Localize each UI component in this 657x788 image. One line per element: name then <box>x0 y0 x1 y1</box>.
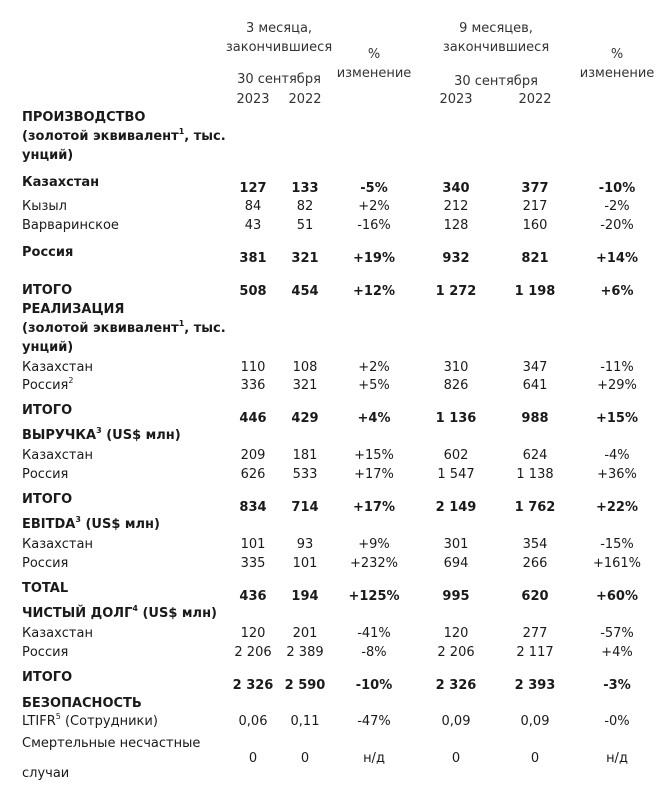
table-cell: +9% <box>358 537 390 552</box>
table-cell: 51 <box>296 218 314 233</box>
table-cell: 1 762 <box>514 500 556 515</box>
table-cell: -57% <box>600 626 634 641</box>
section-sales-subtitle: (золотой эквивалент$^1$, тыс. <box>22 319 226 336</box>
table-cell: 2 149 <box>435 500 477 515</box>
table-cell: 0 <box>248 751 258 766</box>
row-label: ИТОГО <box>22 492 73 507</box>
table-cell: 2 326 <box>435 678 477 693</box>
table-cell: -8% <box>361 645 387 660</box>
table-cell: 181 <box>292 448 318 463</box>
table-cell: 694 <box>443 556 469 571</box>
table-cell: -11% <box>600 360 634 375</box>
row-label: Казахстан <box>22 360 93 375</box>
table-cell: 101 <box>292 556 318 571</box>
table-cell: 0,11 <box>290 714 320 729</box>
table-cell: 2 206 <box>437 645 475 660</box>
table-cell: 110 <box>240 360 266 375</box>
table-cell: +125% <box>348 589 400 604</box>
table-cell: 454 <box>291 284 319 299</box>
table-cell: 0,09 <box>441 714 471 729</box>
row-label: Россия <box>22 556 69 571</box>
table-cell: 1 272 <box>435 284 477 299</box>
header-pct1-label: изменение <box>336 66 412 81</box>
table-cell: +36% <box>597 467 637 482</box>
table-cell: 429 <box>291 411 319 426</box>
table-cell: +161% <box>592 556 642 571</box>
row-label: ИТОГО <box>22 670 73 685</box>
table-cell: 2 326 <box>232 678 274 693</box>
table-cell: 0 <box>300 751 310 766</box>
table-cell: 0 <box>451 751 461 766</box>
table-cell: +4% <box>357 411 391 426</box>
header-pct2-symbol: % <box>610 47 624 62</box>
table-cell: 0 <box>530 751 540 766</box>
table-cell: 2 117 <box>516 645 554 660</box>
header-9m-line1: 9 месяцев, <box>459 21 533 36</box>
table-cell: 620 <box>521 589 549 604</box>
table-cell: 2 206 <box>234 645 272 660</box>
table-cell: 602 <box>443 448 469 463</box>
table-cell: -5% <box>360 181 388 196</box>
table-cell: 821 <box>521 251 549 266</box>
row-label: LTIFR$^5$ (Сотрудники) <box>22 712 158 729</box>
header-q3-line2: закончившиеся <box>225 40 333 55</box>
table-cell: -16% <box>357 218 391 233</box>
table-cell: 932 <box>442 251 470 266</box>
table-cell: +15% <box>595 411 639 426</box>
table-cell: -2% <box>604 199 630 214</box>
row-label: Кызыл <box>22 199 67 214</box>
table-cell: 826 <box>443 378 469 393</box>
header-9m-line2: закончившиеся <box>442 40 550 55</box>
table-cell: 377 <box>521 181 549 196</box>
table-cell: +5% <box>358 378 390 393</box>
table-cell: 301 <box>443 537 469 552</box>
header-9m-year-2022: 2022 <box>518 92 552 107</box>
row-label-cont: случаи <box>22 766 70 781</box>
table-cell: -4% <box>604 448 630 463</box>
table-cell: -3% <box>603 678 631 693</box>
table-cell: 321 <box>292 378 318 393</box>
header-9m-year-2023: 2023 <box>439 92 473 107</box>
table-cell: 1 138 <box>516 467 554 482</box>
table-cell: 335 <box>240 556 266 571</box>
header-pct1-symbol: % <box>367 47 381 62</box>
table-cell: 82 <box>296 199 314 214</box>
table-cell: +19% <box>352 251 396 266</box>
table-cell: 127 <box>239 181 267 196</box>
table-cell: 101 <box>240 537 266 552</box>
table-cell: 340 <box>442 181 470 196</box>
table-cell: 212 <box>443 199 469 214</box>
table-cell: +60% <box>595 589 639 604</box>
table-cell: 2 389 <box>286 645 324 660</box>
table-cell: 321 <box>291 251 319 266</box>
table-cell: 354 <box>522 537 548 552</box>
table-cell: 133 <box>291 181 319 196</box>
table-cell: +14% <box>595 251 639 266</box>
table-cell: 277 <box>522 626 548 641</box>
table-cell: 1 198 <box>514 284 556 299</box>
table-cell: 217 <box>522 199 548 214</box>
table-cell: 201 <box>292 626 318 641</box>
table-cell: 995 <box>442 589 470 604</box>
table-cell: +17% <box>354 467 394 482</box>
table-cell: +2% <box>358 199 390 214</box>
section-netdebt-title: ЧИСТЫЙ ДОЛГ$^4$ (US$ млн) <box>22 604 217 621</box>
row-label: Россия <box>22 645 69 660</box>
table-cell: 84 <box>244 199 262 214</box>
table-cell: 108 <box>292 360 318 375</box>
section-production-subtitle: (золотой эквивалент$^1$, тыс. <box>22 127 226 144</box>
table-cell: -41% <box>357 626 391 641</box>
table-cell: -10% <box>355 678 393 693</box>
row-label: Россия <box>22 467 69 482</box>
table-cell: 209 <box>240 448 266 463</box>
table-cell: 1 136 <box>435 411 477 426</box>
table-cell: 2 590 <box>284 678 326 693</box>
header-pct2-label: изменение <box>579 66 655 81</box>
section-sales-title: РЕАЛИЗАЦИЯ <box>22 302 125 317</box>
row-label: TOTAL <box>22 581 69 596</box>
table-cell: н/д <box>606 751 628 766</box>
table-cell: 834 <box>239 500 267 515</box>
table-cell: 624 <box>522 448 548 463</box>
table-cell: 93 <box>296 537 314 552</box>
table-cell: 266 <box>522 556 548 571</box>
table-cell: 120 <box>443 626 469 641</box>
table-cell: +17% <box>352 500 396 515</box>
row-label: Смертельные несчастные <box>22 736 201 751</box>
table-cell: 347 <box>522 360 548 375</box>
table-cell: 0,09 <box>520 714 550 729</box>
table-cell: 381 <box>239 251 267 266</box>
section-revenue-title: ВЫРУЧКА$^3$ (US$ млн) <box>22 426 181 443</box>
row-label: ИТОГО <box>22 403 73 418</box>
table-cell: 43 <box>244 218 262 233</box>
table-cell: -10% <box>598 181 636 196</box>
table-cell: 160 <box>522 218 548 233</box>
table-cell: +29% <box>597 378 637 393</box>
section-production-subtitle-cont: унций) <box>22 148 74 163</box>
table-cell: 120 <box>240 626 266 641</box>
table-cell: 988 <box>521 411 549 426</box>
table-cell: 310 <box>443 360 469 375</box>
table-cell: 533 <box>292 467 318 482</box>
table-cell: -0% <box>604 714 630 729</box>
row-label: Казахстан <box>22 175 100 190</box>
table-cell: +12% <box>352 284 396 299</box>
section-sales-subtitle-cont: унций) <box>22 340 74 355</box>
table-cell: +4% <box>601 645 633 660</box>
table-cell: +22% <box>595 500 639 515</box>
table-cell: -15% <box>600 537 634 552</box>
header-q3-year-2022: 2022 <box>288 92 322 107</box>
row-label: Россия$^2$ <box>22 376 74 393</box>
table-cell: 436 <box>239 589 267 604</box>
table-cell: 0,06 <box>238 714 268 729</box>
table-cell: н/д <box>363 751 385 766</box>
table-cell: +2% <box>358 360 390 375</box>
table-cell: -20% <box>600 218 634 233</box>
table-cell: 1 547 <box>437 467 475 482</box>
table-cell: 714 <box>291 500 319 515</box>
header-q3-date: 30 сентября <box>237 72 321 87</box>
section-ebitda-title: EBITDA$^3$ (US$ млн) <box>22 515 160 532</box>
row-label: ИТОГО <box>22 283 73 298</box>
table-cell: 508 <box>239 284 267 299</box>
table-cell: +6% <box>600 284 634 299</box>
table-cell: 2 393 <box>514 678 556 693</box>
table-cell: 446 <box>239 411 267 426</box>
row-label: Казахстан <box>22 626 93 641</box>
row-label: Казахстан <box>22 448 93 463</box>
header-9m-date: 30 сентября <box>454 74 538 89</box>
table-cell: 641 <box>522 378 548 393</box>
section-production-title: ПРОИЗВОДСТВО <box>22 110 146 125</box>
table-cell: 336 <box>240 378 266 393</box>
table-cell: +232% <box>349 556 399 571</box>
row-label: Россия <box>22 245 74 260</box>
table-cell: -47% <box>357 714 391 729</box>
table-cell: 194 <box>291 589 319 604</box>
header-q3-line1: 3 месяца, <box>245 21 313 36</box>
table-cell: 626 <box>240 467 266 482</box>
table-cell: +15% <box>354 448 394 463</box>
row-label: Казахстан <box>22 537 93 552</box>
header-q3-year-2023: 2023 <box>236 92 270 107</box>
row-label: Варваринское <box>22 218 119 233</box>
section-safety-title: БЕЗОПАСНОСТЬ <box>22 696 142 711</box>
table-cell: 128 <box>443 218 469 233</box>
